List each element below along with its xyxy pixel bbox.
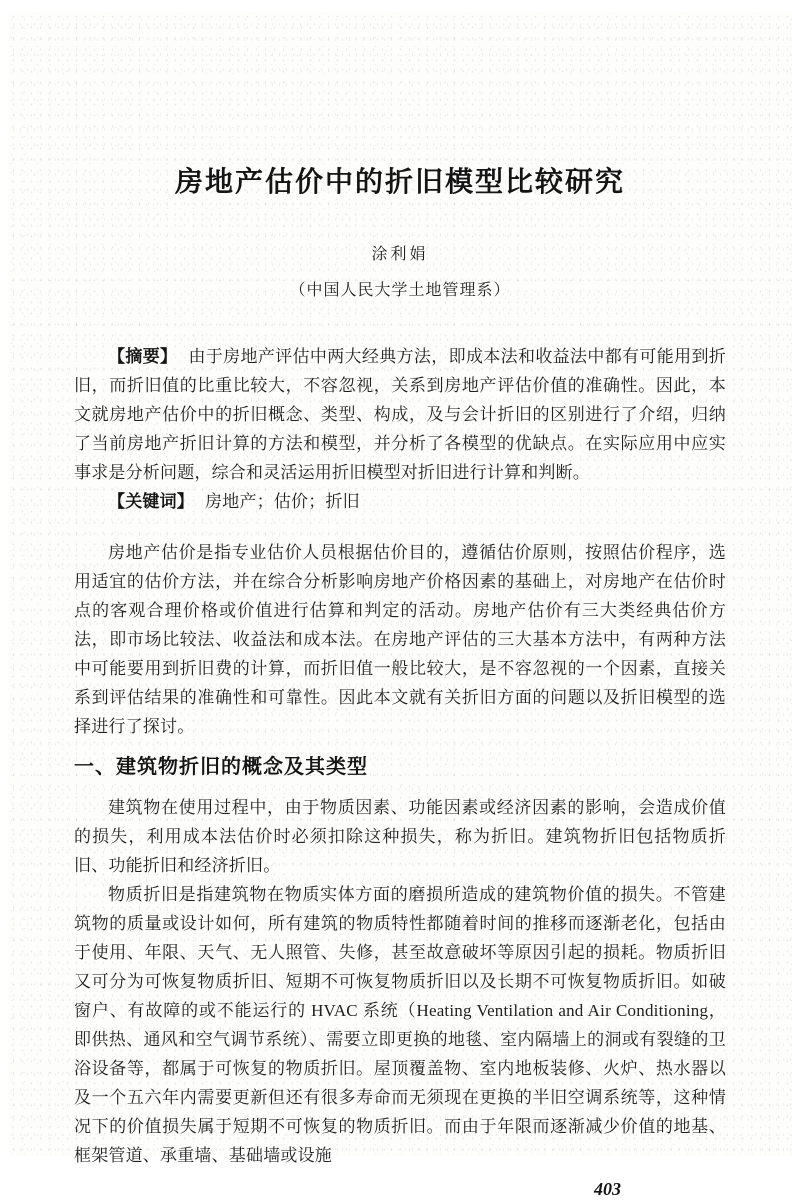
author-name: 涂利娟 [371, 246, 429, 263]
page-number: 403 [594, 1179, 621, 1199]
intro-paragraph: 房地产估价是指专业估价人员根据估价目的，遵循估价原则，按照估价程序，选用适宜的估价方法，并在综合分析影响房地产价格因素的基础上，对房地产在估价时点的客观合理价格或价值进行估算和判定的活动。房地产估价有三大类经典估价方法，即市场比较法、收益法和成本法。在房地产评估的三大基本方法中，有两种方法中可能要用到折旧费的计算，而折旧值一般比较大，是不容忽视的一个因素，直接关系到评估结果的准确性和可靠性。因此本文就有关折旧方面的问题以及折旧模型的选择进行了探讨。 [74, 543, 726, 736]
author-affiliation: （中国人民大学土地管理系） [289, 282, 511, 299]
keywords-text: 房地产；估价；折旧 [205, 492, 360, 511]
keywords-line [74, 487, 726, 516]
section-1-heading: 一、建筑物折旧的概念及其类型 [74, 756, 368, 778]
section-1-paragraph-2: 物质折旧是指建筑物在物质实体方面的磨损所造成的建筑物价值的损失。不管建筑物的质量或设计如何，所有建筑的物质特性都随着时间的推移而逐渐老化，包括由于使用、年限、天气、无人照管、失修，甚至故意破坏等原因引起的损耗。物质折旧又可分为可恢复物质折旧、短期不可恢复物质折旧以及长期不可恢复物质折旧。如破窗户、有故障的或不能运行的 HVAC 系统（Heating Ventilation and Air Conditioning，即供热、通风和空气调节系统）、需要立即更换的地毯、室内隔墙上的洞或有裂缝的卫浴设备等，都属于可恢复的物质折旧。屋顶覆盖物、室内地板装修、火炉、热水器以及一个五六年内需要更新但还有很多寿命而无须现在更换的半旧空调系统等，这种情况下的价值损失属于短期不可恢复的物质折旧。而由于年限而逐渐减少价值的地基、框架管道、承重墙、基础墙或设施 [74, 885, 726, 1165]
keywords-label: 【关键词】 [108, 492, 194, 511]
paper-title: 房地产估价中的折旧模型比较研究 [174, 166, 625, 197]
abstract-paragraph [74, 342, 726, 487]
abstract-text: 由于房地产评估中两大经典方法，即成本法和收益法中都有可能用到折旧，而折旧值的比重比较大，不容忽视，关系到房地产评估价值的准确性。因此，本文就房地产估价中的折旧概念、类型、构成，及与会计折旧的区别进行了介绍，归纳了当前房地产折旧计算的方法和模型，并分析了各模型的优缺点。在实际应用中应实事求是分析问题，综合和灵活运用折旧模型对折旧进行计算和判断。 [74, 347, 726, 482]
abstract-label: 【摘要】 [108, 347, 178, 366]
section-1-paragraph-1: 建筑物在使用过程中，由于物质因素、功能因素或经济因素的影响，会造成价值的损失，利用成本法估价时必须扣除这种损失，称为折旧。建筑物折旧包括物质折旧、功能折旧和经济折旧。 [74, 798, 726, 875]
